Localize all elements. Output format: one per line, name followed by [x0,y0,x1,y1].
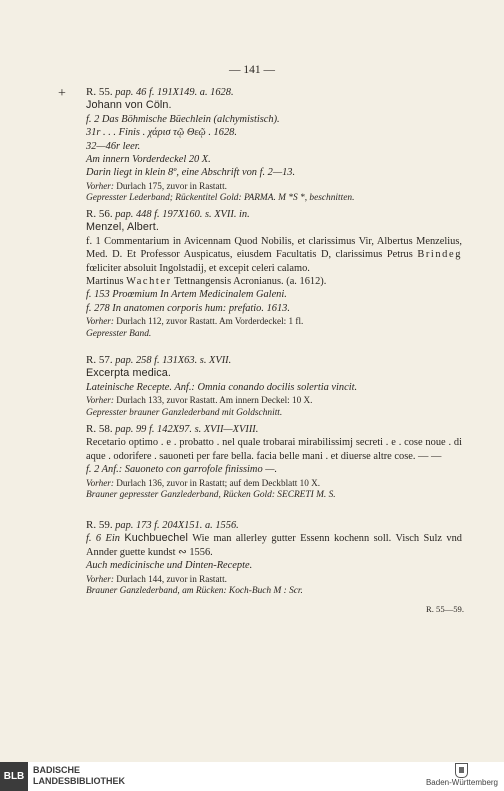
physical-description: pap. 46 f. 191X149. a. 1628. [115,87,234,98]
content-line: f. 2 Das Böhmische Büechlein (alchymistisch). [86,113,280,125]
provenance: Durlach 133, zuvor Rastatt. Am innern Deckel: 10 X. [116,395,313,406]
content-line: Auch medicinische und Dinten-Recepte. [86,560,253,572]
physical-description: pap. 99 f. 142X97. s. XVII—XVIII. [115,424,259,435]
provenance: Durlach 112, zuvor Rastatt. Am Vorderdeckel: 1 fl. [116,316,304,327]
physical-description: pap. 258 f. 131X63. s. XVII. [115,355,232,366]
binding: Gepresster Band. [86,328,152,339]
content-paragraph: f. 1 Commentarium in Avicennam Quod Nobilis, et clarissimus Vir, Albertus Menzelius, Med. D. Et Professor Auspicatus, eiusdem Facultatis D, clarissimus Petrus Brindeg fœliciter absoluit Ingolstadij, et excepit celeri calamo. [86,235,462,274]
page-number: — 141 — [229,64,275,76]
vorher-label: Vorher: [86,180,114,191]
plus-mark: + [58,86,66,101]
vorher-label: Vorher: [86,477,114,488]
shelfmark: R. 57. [86,354,113,366]
provenance: Durlach 175, zuvor in Rastatt. [116,180,227,191]
entry-r59 [86,519,462,598]
content-line: 31r . . . Finis . χάρισ τῷ Θεῷ . 1628. [86,127,237,139]
author: Johann von Cöln. [86,99,172,112]
library-name: BADISCHE LANDESBIBLIOTHEK [33,765,125,786]
physical-description: pap. 448 f. 197X160. s. XVII. in. [115,209,250,220]
shelfmark: R. 55. [86,86,113,98]
title: Excerpta medica. [86,367,172,380]
content-line: 32—46r leer. [86,140,141,152]
entry-r57 [86,354,462,419]
title-paragraph: Recetario optimo . e . probatto . nel quale trobarai mirabilissimj secreti . e . cose noue . di aque . odorifere . sauoneti per fare bella. facia belle mani . et diuerse altre cose. — — [86,437,462,462]
content-line: f. 278 In anatomen corporis hum: prefatio. 1613. [86,302,290,314]
content-line: Darin liegt in klein 8º, eine Abschrift von f. 2—13. [86,167,296,179]
content-line: f. 2 Anf.: Sauoneto con garrofole finissimo —. [86,464,278,476]
footer-bar [0,762,504,791]
content-line: Lateinische Recepte. Anf.: Omnia conando docilis solertia vincit. [86,381,358,393]
vorher-label: Vorher: [86,573,114,584]
vorher-label: Vorher: [86,316,114,327]
binding: Gepresster brauner Ganzlederband mit Goldschnitt. [86,407,283,418]
binding: Brauner gepresster Ganzlederband, Rücken Gold: SECRETI M. S. [86,490,336,501]
physical-description: pap. 173 f. 204X151. a. 1556. [115,520,239,531]
author: Menzel, Albert. [86,221,159,234]
shelfmark: R. 58. [86,423,113,435]
vorher-label: Vorher: [86,395,114,406]
blb-logo[interactable]: BLB [0,762,28,791]
range-reference: R. 55—59. [426,604,464,614]
content-paragraph: f. 6 Ein Kuchbuechel Wie man allerley gutter Essenn kochenn soll. Visch Sulz vnd Annder guette kundst ∾ 1556. [86,532,462,558]
content-line: Am innern Vorderdeckel 20 X. [86,154,211,166]
shelfmark: R. 56. [86,208,113,220]
provenance: Durlach 144, zuvor in Rastatt. [116,573,227,584]
content-line: f. 153 Proœmium In Artem Medicinalem Galeni. [86,289,287,301]
state-name: Baden-Württemberg [425,778,498,787]
binding: Brauner Ganzlederband, am Rücken: Koch-Buch M : Scr. [86,586,303,597]
binding: Gepresster Lederband; Rückentitel Gold: PARMA. M *S *, beschnitten. [86,193,355,204]
entry-r56: R. 56. pap. 448 f. 197X160. s. XVII. in. Menzel, Albert. f. 1 Commentarium in Avicennam Quod Nobilis, et clarissimus Vir, Albertus Menzelius, Med. D. Et Professor Auspicatus, eiusdem Facultatis D, clarissimus Petrus Brindeg fœliciter absoluit Ingolstadij, et excepit celeri calamo. Martinus Wachter Tettnangensis Acronianus. (a. 1612). f. 153 Proœmium In Artem Medicinalem Galeni. f. 278 In anatomen corporis hum: prefatio. 1613. Vorher: Durlach 112, zuvor Rastatt. Am Vorderdeckel: 1 fl. Gepresster Band. [86,208,462,339]
coat-of-arms-icon [455,763,468,778]
shelfmark: R. 59. [86,519,113,531]
entry-r58 [86,423,462,502]
provenance: Durlach 136, zuvor in Rastatt; auf dem Deckblatt 10 X. [116,477,321,488]
entry-r55 [86,86,462,205]
